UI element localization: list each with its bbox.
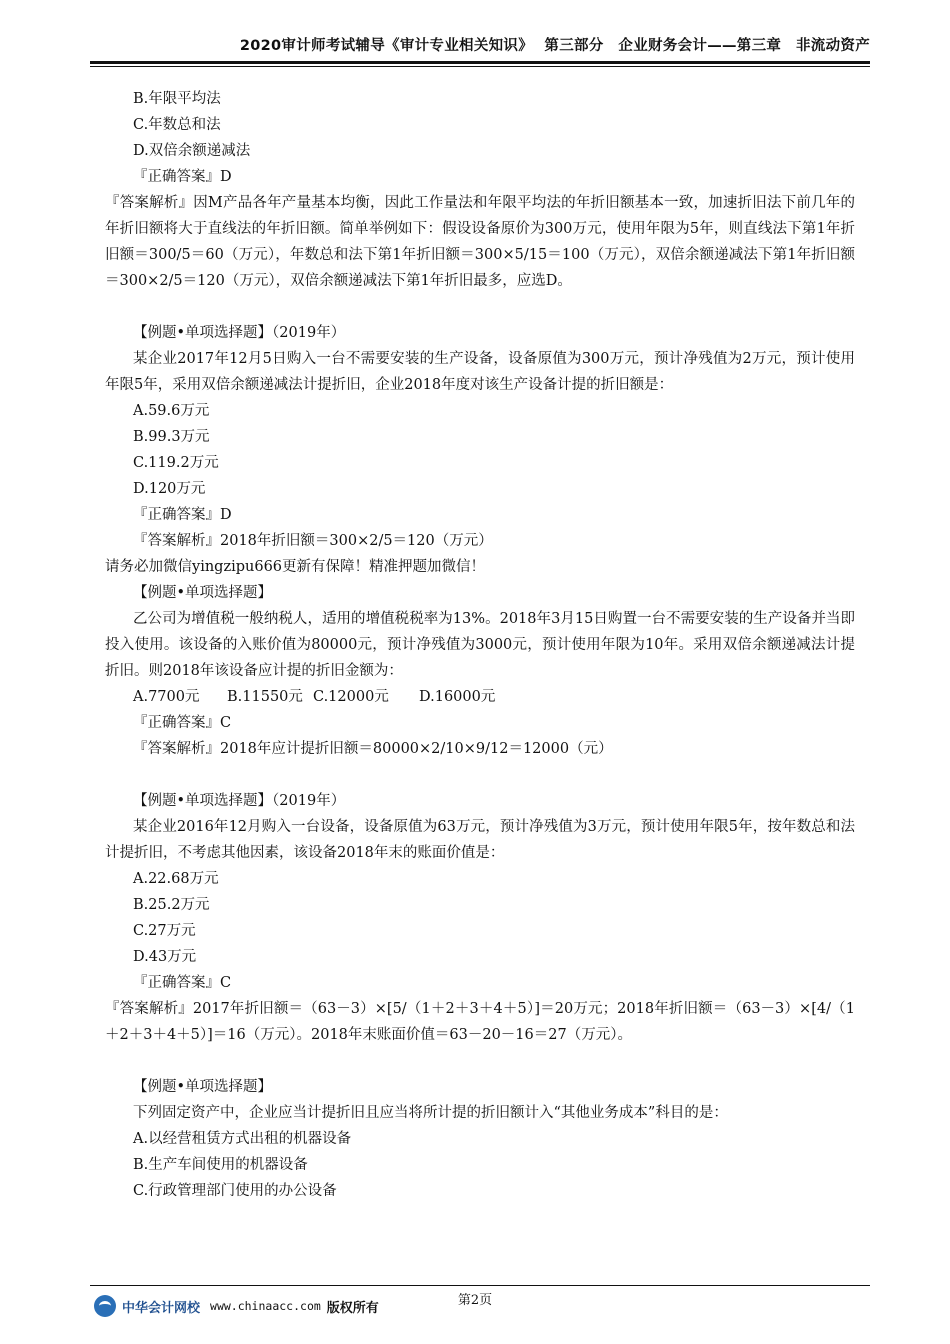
q3-option-a: A.7700元 xyxy=(133,689,200,705)
brand-name: 中华会计网校 xyxy=(122,1300,201,1316)
document-body xyxy=(105,86,855,1204)
q3-option-c: C.12000元 xyxy=(313,689,389,705)
q4-stem: 某企业2016年12月购入一台设备，设备原值为63万元，预计净残值为3万元，预计使用年限5年，按年数总和法计提折旧，不考虑其他因素，该设备2018年末的账面价值是： xyxy=(105,819,855,861)
q3-heading: 【例题•单项选择题】 xyxy=(133,585,273,601)
q3-option-d: D.16000元 xyxy=(419,689,496,705)
header-rule-thin xyxy=(90,66,870,67)
q4-option-a: A.22.68万元 xyxy=(133,871,219,887)
q1-analysis: 『答案解析』因M产品各年产量基本均衡，因此工作量法和年限平均法的年折旧额基本一致，加速折旧法下前几年的年折旧额将大于直线法的年折旧额。简单举例如下：假设设备原价为300万元，使用年限为5年，则直线法下第1年折旧额＝300/5＝60（万元），年数总和法下第1年折旧额＝300×5/15＝100（万元），双倍余额递减法下第1年折旧额＝300×2/5＝120（万元），双倍余额递减法下第1年折旧最多，应选D。 xyxy=(105,195,855,289)
q3-option-b: B.11550元 xyxy=(227,689,303,705)
q5-option-a: A.以经营租赁方式出租的机器设备 xyxy=(133,1131,352,1147)
footer-brand xyxy=(94,1295,379,1317)
q3-answer: 『正确答案』C xyxy=(133,715,232,731)
header-title: 2020审计师考试辅导《审计专业相关知识》 xyxy=(239,38,534,54)
q4-option-b: B.25.2万元 xyxy=(133,897,210,913)
q2-option-c: C.119.2万元 xyxy=(133,455,219,471)
q4-answer: 『正确答案』C xyxy=(133,975,232,991)
q1-option-d: D.双倍余额递减法 xyxy=(133,143,251,159)
q2-option-a: A.59.6万元 xyxy=(133,403,210,419)
q4-option-c: C.27万元 xyxy=(133,923,196,939)
q1-option-c: C.年数总和法 xyxy=(133,117,221,133)
q3-options xyxy=(105,684,855,710)
brand-rights: 版权所有 xyxy=(326,1300,379,1316)
header-part: 第三部分 企业财务会计——第三章 非流动资产 xyxy=(544,38,870,54)
notice-line: 请务必加微信yingzipu666更新有保障！精准押题加微信！ xyxy=(105,559,486,575)
q5-heading: 【例题•单项选择题】 xyxy=(133,1079,273,1095)
q1-option-b: B.年限平均法 xyxy=(133,91,221,107)
q5-stem: 下列固定资产中，企业应当计提折旧且应当将所计提的折旧额计入“其他业务成本”科目的是： xyxy=(133,1105,728,1121)
page-number: 第2页 xyxy=(457,1293,493,1308)
footer-rule xyxy=(90,1285,870,1286)
q2-answer: 『正确答案』D xyxy=(133,507,232,523)
q3-stem: 乙公司为增值税一般纳税人，适用的增值税税率为13%。2018年3月15日购置一台不需要安装的生产设备并当即投入使用。该设备的入账价值为80000元，预计净残值为3000元，预计使用年限为10年。采用双倍余额递减法计提折旧。则2018年该设备应计提的折旧金额为： xyxy=(105,611,855,679)
q2-analysis: 『答案解析』2018年折旧额＝300×2/5＝120（万元） xyxy=(133,533,493,549)
page-header xyxy=(90,34,870,56)
q3-analysis: 『答案解析』2018年应计提折旧额＝80000×2/10×9/12＝12000（元） xyxy=(133,741,613,757)
brand-url: www.chinaacc.com xyxy=(210,1299,321,1313)
q1-answer: 『正确答案』D xyxy=(133,169,232,185)
q5-option-b: B.生产车间使用的机器设备 xyxy=(133,1157,308,1173)
q2-option-d: D.120万元 xyxy=(133,481,206,497)
q2-stem: 某企业2017年12月5日购入一台不需要安装的生产设备，设备原值为300万元，预计净残值为2万元，预计使用年限5年，采用双倍余额递减法计提折旧，企业2018年度对该生产设备计提的折旧额是： xyxy=(105,351,855,393)
q2-heading: 【例题•单项选择题】（2019年） xyxy=(133,325,346,341)
q2-option-b: B.99.3万元 xyxy=(133,429,210,445)
q4-option-d: D.43万元 xyxy=(133,949,197,965)
q5-option-c: C.行政管理部门使用的办公设备 xyxy=(133,1183,337,1199)
q4-heading: 【例题•单项选择题】（2019年） xyxy=(133,793,346,809)
brand-logo-icon xyxy=(94,1295,116,1317)
header-rule xyxy=(90,61,870,64)
q4-analysis: 『答案解析』2017年折旧额＝（63－3）×[5/（1＋2＋3＋4＋5）]＝20万元；2018年折旧额＝（63－3）×[4/（1＋2＋3＋4＋5）]＝16（万元）。2018年末账面价值＝63－20－16＝27（万元）。 xyxy=(105,1001,855,1043)
